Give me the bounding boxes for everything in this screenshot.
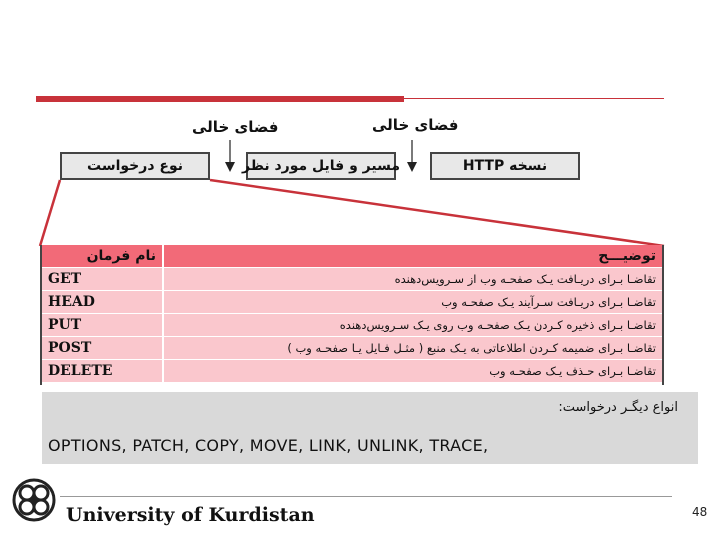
table-row — [42, 360, 662, 383]
table-header-row — [42, 245, 662, 268]
arrow-head-right — [407, 162, 417, 172]
zoom-line-left — [40, 180, 60, 246]
arrow-head-left — [225, 162, 235, 172]
other-requests-title: انواع دیگـر درخواست: — [558, 400, 678, 415]
table-row — [42, 268, 662, 291]
table-row — [42, 314, 662, 337]
other-requests-panel — [42, 392, 698, 464]
path-file-box: مسیر و فایل مورد نظر — [246, 152, 396, 180]
command-cell: POST — [42, 337, 163, 360]
table-row — [42, 291, 662, 314]
description-cell: تقاضـا بـرای دریـافت یـک صفحـه وب از سـرویس‌دهنده — [163, 268, 662, 291]
footer-divider — [60, 496, 672, 497]
http-methods-table — [40, 245, 664, 385]
zoom-line-right — [210, 180, 664, 246]
header-command: نام فرمان — [42, 245, 163, 268]
description-cell: تقاضـا بـرای ذخیره کـردن یـک صفحـه وب روی یـک سـرویس‌دهنده — [163, 314, 662, 337]
description-cell: تقاضـا بـرای ضمیمه کـردن اطلاعاتی به یـک منبع ( مثـل فـایل یـا صفحـه وب ) — [163, 337, 662, 360]
header-description: توضیـــح — [163, 245, 662, 268]
university-logo-icon — [12, 478, 56, 522]
command-cell: GET — [42, 268, 163, 291]
empty-space-label-right: فضای خالی — [372, 116, 459, 134]
command-cell: PUT — [42, 314, 163, 337]
command-cell: HEAD — [42, 291, 163, 314]
command-cell: DELETE — [42, 360, 163, 383]
description-cell: تقاضـا بـرای دریـافت سـرآیند یـک صفحـه وب — [163, 291, 662, 314]
description-cell: تقاضـا بـرای حـذف یـک صفحـه وب — [163, 360, 662, 383]
empty-space-label-left: فضای خالی — [192, 118, 279, 136]
university-name: University of Kurdistan — [66, 504, 315, 526]
table-row — [42, 337, 662, 360]
http-version-box: نسخه HTTP — [430, 152, 580, 180]
other-requests-list: OPTIONS, PATCH, COPY, MOVE, LINK, UNLINK, TRACE, — [48, 436, 489, 455]
request-type-box: نوع درخواست — [60, 152, 210, 180]
page-number: 48 — [692, 505, 708, 519]
